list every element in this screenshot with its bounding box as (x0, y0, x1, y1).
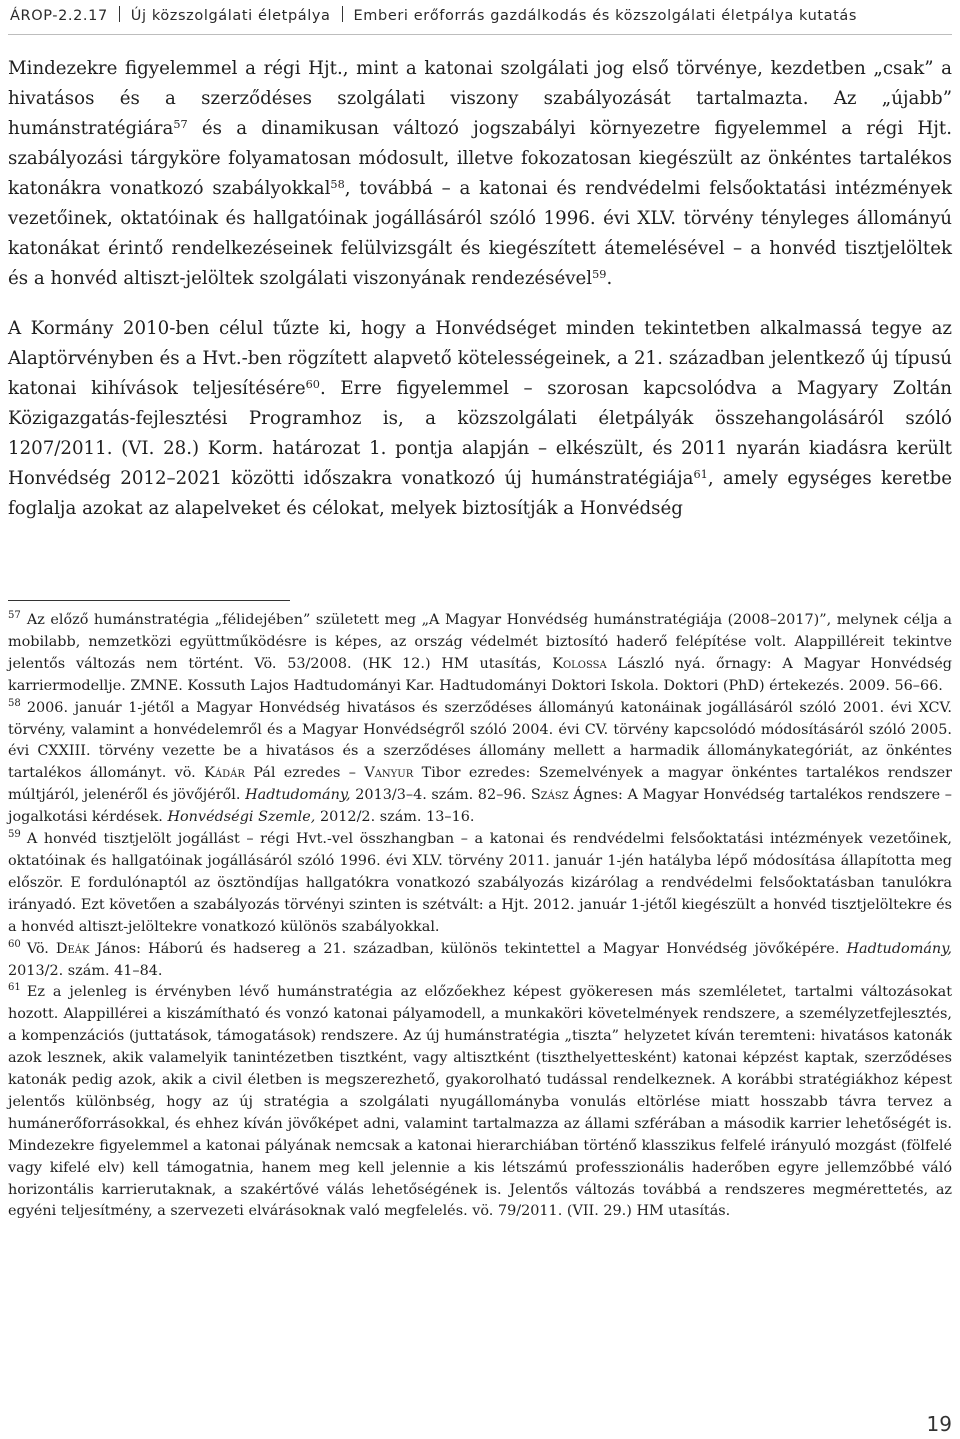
footnote-ref-57[interactable]: 57 (173, 117, 188, 131)
journal-title: Honvédségi Szemle, (167, 809, 316, 826)
footnote-number: 58 (8, 697, 21, 709)
main-text (8, 54, 952, 524)
footnote-59: $^{59}$ A honvéd tisztjelölt jogállást – régi Hvt.-vel összhangban – a katonai és rendvédelmi felsőoktatási intézmények vezetőinek, oktatóinak és hallgatóinak jogállásáról szóló 1996. évi XLV. törvény 2011. január 1-jén hatályba lépő módosítása állapította meg először. E fordulónaptól az ösztöndíjas hallgatókra vonatkozó szabályozás kizárólag a rendvédelmi felsőoktatásban tanulókra irányadó. Ezt követően a szabályozás törvényi szinten is szétvált: a Hjt. 2012. január 1-jétől kiegészült a honvéd tisztjelöltekre és a honvéd altiszt-jelöltekre vonatkozó különös szabályokkal. (8, 829, 952, 935)
footnote-60: $^{60}$ Vö. Deák János: Háború és hadsereg a 21. században, különös tekintettel a Magyar Honvédség jövőképére. Hadtudomány, 2013/2. szám. 41–84. (8, 938, 952, 979)
footnote-number: 61 (8, 982, 21, 994)
author-name: Deák (55, 940, 90, 957)
author-name: Vanyur (364, 765, 414, 782)
footnote-number: 60 (8, 938, 21, 950)
running-header (10, 6, 950, 36)
journal-title: Hadtudomány, (245, 787, 351, 804)
footnotes (8, 610, 952, 1223)
header-project-code: ÁROP-2.2.17 (10, 8, 108, 24)
header-divider (8, 34, 952, 35)
paragraph-1: Mindezekre figyelemmel a régi Hjt., mint a katonai szolgálati jog első törvénye, kezdetben „csak” a hivatásos és a szerződéses szolgálati viszony szabályozását tartalmazta. Az „újabb” humánstratégiára$^{57}$ és a dinamikusan változó jogszabályi környezetre figyelemmel a régi Hjt. szabályozási tárgyköre folyamatosan módosult, illetve fokozatosan kiegészült az önkéntes tartalékos katonákra vonatkozó szabályokkal$^{58}$, továbbá – a katonai és rendvédelmi felsőoktatási intézmények vezetőinek, oktatóinak és hallgatóinak jogállásáról szóló 1996. évi XLV. törvény tényleges állományú katonákat érintő rendelkezéseinek felülvizsgált és kiegészített átemelésével – a honvéd tisztjelöltek és a honvéd altiszt-jelöltek szolgálati viszonyának rendezésével$^{59}$. (8, 58, 952, 289)
author-name: Kádár (204, 765, 245, 782)
footnote-57: $^{57}$ Az előző humánstratégia „félidejében” született meg „A Magyar Honvédség humánstratégiája (2008–2017)”, melynek célja a mobilabb, nemzetközi együttműködésre is képes, az ország védelmét biztosító haderő felépítése volt. Alappilléreit tekintve jelentős változás nem történt. Vö. 53/2008. (HK 12.) HM utasítás, Kolossa László nyá. őrnagy: A Magyar Honvédség karriermodellje. ZMNE. Kossuth Lajos Hadtudományi Kar. Hadtudományi Doktori Iskola. Doktori (PhD) értekezés. 2009. 56–66. (8, 609, 952, 694)
header-project-title: Új közszolgálati életpálya (130, 8, 331, 24)
footnote-58: $^{58}$ 2006. január 1-jétől a Magyar Honvédség hivatásos és szerződéses állományú katonáinak jogállásáról szóló 2001. évi XCV. törvény, valamint a honvédelemről és a Magyar Honvédségről szóló 2004. évi CV. törvény kapcsolódó módosításáról szóló 2005. évi CXXIII. törvény vezette be a hivatásos és a szerződéses állomány mellett a harmadik állománykategóriát, az önkéntes tartalékos állományt. vö. Kádár Pál ezredes – Vanyur Tibor ezredes: Szemelvények a magyar önkéntes tartalékos rendszer múltjáról, jelenéről és jövőjéről. Hadtudomány, 2013/3–4. szám. 82–96. Szász Ágnes: A Magyar Honvédség tartalékos rendszere – jogalkotási kérdések. Honvédségi Szemle, 2012/2. szám. 13–16. (8, 697, 953, 826)
footnote-divider (8, 600, 290, 601)
footnote-61: $^{61}$ Ez a jelenleg is érvényben lévő humánstratégia az előzőekhez képest gyökeresen más szemléletet, tartalmi változásokat hozott. Alappillérei a kiszámítható és vonzó katonai pályamodell, a munkaköri követelmények rendszere, a személyzetfejlesztés, a kompenzációs (juttatások, támogatások) rendszere. Az új humánstratégia „tiszta” helyzetet kíván teremteni: hivatásos katonák azok lesznek, akik valamelyik tanintézetben tisztként, vagy altisztként (tiszthelyettesként) katonai képzést kaptak, szerződéses katonák pedig azok, akik a civil életben is megszerezhető, gyakorolható tudással rendelkeznek. A korábbi stratégiákhoz képest jelentős különbség, hogy az új stratégia a szolgálati nyugállományba vonulás eltörlése miatt hosszabb távra tervez a humánerőforrásokkal, és ehhez kíván jövőképet adni, valamint tartalmazza az állami szférában a második karrier lehetőségét is. Mindezekre figyelemmel a katonai pályának nemcsak a katonai hierarchiában történő klasszikus felfelé irányuló mozgást (fölfelé vagy kifelé elv) kell támogatnia, hanem meg kell jelennie a kis létszámú professzionális haderőben egyre jellemzőbbé váló horizontális karrierutaknak, a szakértővé válás lehetőségének is. Jelentős változás továbbá a rendszeres megmérettetés, az egyéni teljesítmény, a szervezeti elvárásoknak való megfelelés. vö. 79/2011. (VII. 29.) HM utasítás. (8, 982, 952, 1220)
author-name: Kolossa (552, 655, 607, 672)
footnote-number: 59 (8, 829, 21, 841)
page-number: 19 (926, 1412, 952, 1436)
footnote-ref-59[interactable]: 59 (592, 267, 607, 281)
header-section-title: Emberi erőforrás gazdálkodás és közszolgálati életpálya kutatás (353, 8, 858, 24)
journal-title: Hadtudomány, (846, 940, 952, 957)
header-separator (119, 6, 120, 22)
footnote-ref-60[interactable]: 60 (305, 377, 320, 391)
footnote-ref-61[interactable]: 61 (693, 467, 708, 481)
header-separator (342, 6, 343, 22)
author-name: Szász (530, 787, 569, 804)
footnote-ref-58[interactable]: 58 (330, 177, 345, 191)
paragraph-2: A Kormány 2010-ben célul tűzte ki, hogy a Honvédséget minden tekintetben alkalmassá tegye az Alaptörvényben és a Hvt.-ben rögzített alapvető kötelességeinek, a 21. században jelentkező új típusú katonai kihívások teljesítésére$^{60}$. Erre figyelemmel – szorosan kapcsolódva a Magyary Zoltán Közigazgatás-fejlesztési Programhoz is, a közszolgálati életpályák összehangolásáról szóló 1207/2011. (VI. 28.) Korm. határozat 1. pontja alapján – elkészült, és 2011 nyarán kiadásra került Honvédség 2012–2021 közötti időszakra vonatkozó új humánstratégiája$^{61}$, amely egységes keretbe foglalja azokat az alapelveket és célokat, melyek biztosítják a Honvédség (8, 318, 952, 519)
footnote-number: 57 (8, 609, 21, 621)
